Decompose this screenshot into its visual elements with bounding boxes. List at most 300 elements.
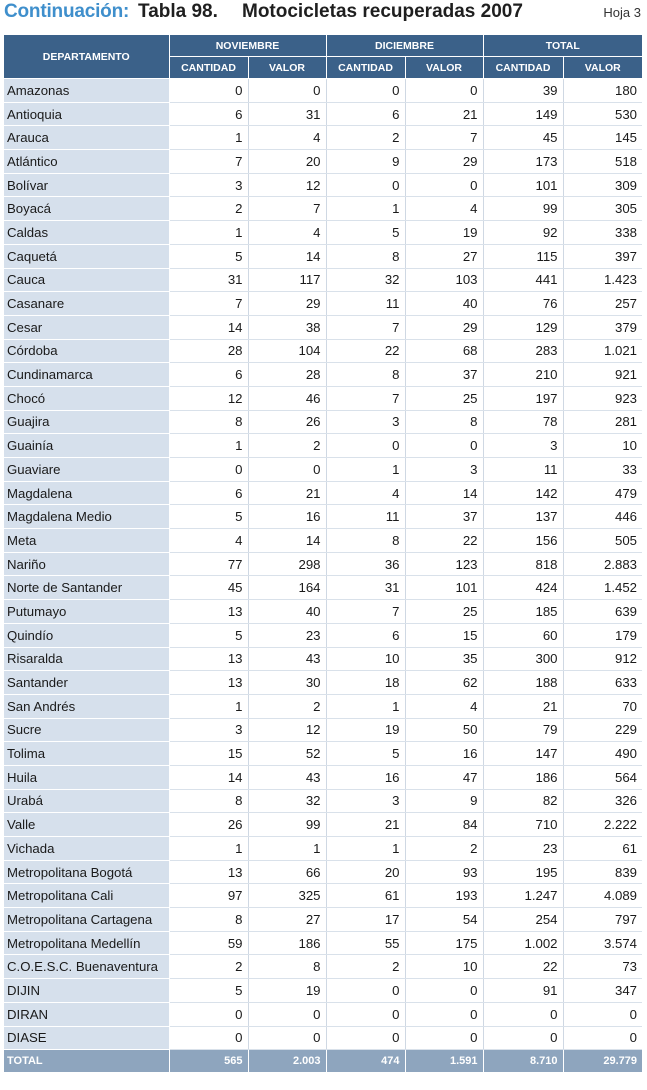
value-cell: 2 — [248, 694, 326, 718]
department-name: Norte de Santander — [4, 576, 169, 600]
value-cell: 76 — [483, 292, 563, 316]
value-cell: 26 — [169, 813, 248, 837]
value-cell: 379 — [563, 315, 642, 339]
header-valor: VALOR — [563, 57, 642, 79]
table-row — [4, 221, 642, 245]
value-cell: 530 — [563, 102, 642, 126]
value-cell: 818 — [483, 552, 563, 576]
value-cell: 14 — [248, 529, 326, 553]
table-row — [4, 955, 642, 979]
table-row — [4, 458, 642, 482]
value-cell: 101 — [405, 576, 483, 600]
value-cell: 210 — [483, 363, 563, 387]
table-row — [4, 931, 642, 955]
value-cell: 59 — [169, 931, 248, 955]
department-name: Sucre — [4, 718, 169, 742]
value-cell: 1 — [248, 837, 326, 861]
table-row — [4, 126, 642, 150]
value-cell: 441 — [483, 268, 563, 292]
value-cell: 82 — [483, 789, 563, 813]
department-name: Risaralda — [4, 647, 169, 671]
value-cell: 4 — [248, 126, 326, 150]
department-name: Magdalena Medio — [4, 505, 169, 529]
table-row — [4, 552, 642, 576]
value-cell: 281 — [563, 410, 642, 434]
value-cell: 19 — [326, 718, 405, 742]
value-cell: 0 — [169, 458, 248, 482]
value-cell: 149 — [483, 102, 563, 126]
department-name: Urabá — [4, 789, 169, 813]
value-cell: 7 — [169, 292, 248, 316]
value-cell: 21 — [248, 481, 326, 505]
table-row — [4, 197, 642, 221]
value-cell: 54 — [405, 908, 483, 932]
value-cell: 5 — [169, 505, 248, 529]
value-cell: 13 — [169, 600, 248, 624]
header-valor: VALOR — [248, 57, 326, 79]
value-cell: 0 — [326, 979, 405, 1003]
value-cell: 185 — [483, 600, 563, 624]
value-cell: 633 — [563, 671, 642, 695]
value-cell: 66 — [248, 860, 326, 884]
value-cell: 147 — [483, 742, 563, 766]
value-cell: 6 — [169, 102, 248, 126]
value-cell: 3 — [405, 458, 483, 482]
table-row — [4, 576, 642, 600]
value-cell: 0 — [563, 1002, 642, 1026]
value-cell: 10 — [405, 955, 483, 979]
table-row — [4, 363, 642, 387]
header-cantidad: CANTIDAD — [483, 57, 563, 79]
value-cell: 101 — [483, 173, 563, 197]
value-cell: 21 — [405, 102, 483, 126]
value-cell: 1 — [169, 694, 248, 718]
value-cell: 8 — [405, 410, 483, 434]
value-cell: 4.089 — [563, 884, 642, 908]
value-cell: 37 — [405, 363, 483, 387]
value-cell: 338 — [563, 221, 642, 245]
value-cell: 99 — [248, 813, 326, 837]
value-cell: 103 — [405, 268, 483, 292]
value-cell: 16 — [405, 742, 483, 766]
total-row — [4, 1050, 642, 1073]
table-row — [4, 884, 642, 908]
value-cell: 6 — [169, 363, 248, 387]
table-row — [4, 339, 642, 363]
value-cell: 0 — [248, 79, 326, 103]
value-cell: 137 — [483, 505, 563, 529]
value-cell: 12 — [169, 386, 248, 410]
value-cell: 123 — [405, 552, 483, 576]
value-cell: 30 — [248, 671, 326, 695]
value-cell: 77 — [169, 552, 248, 576]
value-cell: 347 — [563, 979, 642, 1003]
value-cell: 2 — [169, 955, 248, 979]
value-cell: 1.423 — [563, 268, 642, 292]
sheet-label: Hoja 3 — [603, 5, 641, 20]
value-cell: 3 — [326, 410, 405, 434]
value-cell: 479 — [563, 481, 642, 505]
value-cell: 797 — [563, 908, 642, 932]
value-cell: 32 — [248, 789, 326, 813]
value-cell: 22 — [483, 955, 563, 979]
total-cell: 29.779 — [563, 1050, 642, 1073]
value-cell: 1.021 — [563, 339, 642, 363]
value-cell: 1 — [326, 458, 405, 482]
value-cell: 68 — [405, 339, 483, 363]
continuation-label: Continuación: — [4, 1, 130, 22]
department-name: Caquetá — [4, 244, 169, 268]
total-cell: 565 — [169, 1050, 248, 1073]
value-cell: 55 — [326, 931, 405, 955]
value-cell: 173 — [483, 150, 563, 174]
value-cell: 14 — [248, 244, 326, 268]
department-name: Putumayo — [4, 600, 169, 624]
department-name: Guaviare — [4, 458, 169, 482]
value-cell: 639 — [563, 600, 642, 624]
value-cell: 97 — [169, 884, 248, 908]
value-cell: 93 — [405, 860, 483, 884]
department-name: Huila — [4, 765, 169, 789]
value-cell: 22 — [405, 529, 483, 553]
table-row — [4, 529, 642, 553]
table-row — [4, 860, 642, 884]
value-cell: 1 — [326, 837, 405, 861]
value-cell: 43 — [248, 765, 326, 789]
value-cell: 0 — [169, 1026, 248, 1050]
department-name: Guajira — [4, 410, 169, 434]
department-name: Arauca — [4, 126, 169, 150]
value-cell: 46 — [248, 386, 326, 410]
value-cell: 5 — [169, 623, 248, 647]
department-name: Metropolitana Bogotá — [4, 860, 169, 884]
department-name: Boyacá — [4, 197, 169, 221]
value-cell: 10 — [563, 434, 642, 458]
table-row — [4, 410, 642, 434]
value-cell: 6 — [326, 623, 405, 647]
value-cell: 2 — [405, 837, 483, 861]
value-cell: 2.222 — [563, 813, 642, 837]
value-cell: 115 — [483, 244, 563, 268]
value-cell: 70 — [563, 694, 642, 718]
value-cell: 7 — [326, 386, 405, 410]
title-row — [4, 0, 643, 30]
value-cell: 3 — [169, 718, 248, 742]
value-cell: 28 — [248, 363, 326, 387]
value-cell: 14 — [169, 315, 248, 339]
value-cell: 1 — [169, 434, 248, 458]
value-cell: 39 — [483, 79, 563, 103]
total-label: TOTAL — [4, 1050, 169, 1073]
value-cell: 16 — [326, 765, 405, 789]
department-name: Quindío — [4, 623, 169, 647]
department-name: Atlántico — [4, 150, 169, 174]
department-name: Santander — [4, 671, 169, 695]
table-row — [4, 268, 642, 292]
value-cell: 490 — [563, 742, 642, 766]
department-name: Nariño — [4, 552, 169, 576]
table-row — [4, 434, 642, 458]
value-cell: 50 — [405, 718, 483, 742]
value-cell: 11 — [326, 505, 405, 529]
value-cell: 5 — [169, 979, 248, 1003]
table-row — [4, 505, 642, 529]
value-cell: 43 — [248, 647, 326, 671]
value-cell: 4 — [405, 694, 483, 718]
value-cell: 839 — [563, 860, 642, 884]
value-cell: 4 — [248, 221, 326, 245]
value-cell: 710 — [483, 813, 563, 837]
value-cell: 1 — [326, 694, 405, 718]
value-cell: 1 — [169, 221, 248, 245]
total-cell: 474 — [326, 1050, 405, 1073]
value-cell: 33 — [563, 458, 642, 482]
value-cell: 7 — [169, 150, 248, 174]
value-cell: 283 — [483, 339, 563, 363]
value-cell: 21 — [326, 813, 405, 837]
value-cell: 424 — [483, 576, 563, 600]
total-cell: 1.591 — [405, 1050, 483, 1073]
value-cell: 11 — [483, 458, 563, 482]
value-cell: 79 — [483, 718, 563, 742]
department-name: Cesar — [4, 315, 169, 339]
value-cell: 29 — [405, 315, 483, 339]
value-cell: 104 — [248, 339, 326, 363]
value-cell: 7 — [405, 126, 483, 150]
department-name: Metropolitana Cartagena — [4, 908, 169, 932]
header-group-noviembre: NOVIEMBRE — [169, 35, 326, 57]
value-cell: 4 — [169, 529, 248, 553]
value-cell: 145 — [563, 126, 642, 150]
total-cell: 2.003 — [248, 1050, 326, 1073]
department-name: Valle — [4, 813, 169, 837]
table-row — [4, 102, 642, 126]
value-cell: 17 — [326, 908, 405, 932]
table-row — [4, 837, 642, 861]
value-cell: 2.883 — [563, 552, 642, 576]
value-cell: 156 — [483, 529, 563, 553]
header-cantidad: CANTIDAD — [326, 57, 405, 79]
value-cell: 0 — [405, 1002, 483, 1026]
value-cell: 27 — [405, 244, 483, 268]
value-cell: 309 — [563, 173, 642, 197]
value-cell: 11 — [326, 292, 405, 316]
value-cell: 505 — [563, 529, 642, 553]
value-cell: 0 — [326, 173, 405, 197]
department-name: Casanare — [4, 292, 169, 316]
value-cell: 10 — [326, 647, 405, 671]
table-row — [4, 979, 642, 1003]
table-row — [4, 765, 642, 789]
value-cell: 6 — [169, 481, 248, 505]
department-name: Vichada — [4, 837, 169, 861]
value-cell: 36 — [326, 552, 405, 576]
value-cell: 14 — [405, 481, 483, 505]
value-cell: 4 — [405, 197, 483, 221]
value-cell: 7 — [326, 600, 405, 624]
value-cell: 129 — [483, 315, 563, 339]
value-cell: 12 — [248, 173, 326, 197]
table-title: Motocicletas recuperadas 2007 — [242, 1, 523, 22]
value-cell: 27 — [248, 908, 326, 932]
value-cell: 0 — [405, 434, 483, 458]
value-cell: 923 — [563, 386, 642, 410]
value-cell: 47 — [405, 765, 483, 789]
value-cell: 8 — [248, 955, 326, 979]
value-cell: 0 — [483, 1002, 563, 1026]
value-cell: 15 — [405, 623, 483, 647]
value-cell: 5 — [169, 244, 248, 268]
value-cell: 21 — [483, 694, 563, 718]
value-cell: 19 — [248, 979, 326, 1003]
table-number: Tabla 98. — [138, 1, 218, 22]
table-row — [4, 150, 642, 174]
value-cell: 912 — [563, 647, 642, 671]
department-name: DIASE — [4, 1026, 169, 1050]
value-cell: 45 — [169, 576, 248, 600]
value-cell: 31 — [169, 268, 248, 292]
value-cell: 92 — [483, 221, 563, 245]
value-cell: 1.002 — [483, 931, 563, 955]
value-cell: 9 — [326, 150, 405, 174]
department-name: Antioquia — [4, 102, 169, 126]
value-cell: 9 — [405, 789, 483, 813]
value-cell: 0 — [405, 173, 483, 197]
value-cell: 8 — [169, 789, 248, 813]
value-cell: 325 — [248, 884, 326, 908]
table-row — [4, 173, 642, 197]
value-cell: 8 — [169, 908, 248, 932]
value-cell: 29 — [405, 150, 483, 174]
table-header — [4, 35, 642, 79]
value-cell: 1.452 — [563, 576, 642, 600]
table-row — [4, 718, 642, 742]
value-cell: 13 — [169, 647, 248, 671]
value-cell: 7 — [248, 197, 326, 221]
department-name: DIJIN — [4, 979, 169, 1003]
table-row — [4, 623, 642, 647]
value-cell: 37 — [405, 505, 483, 529]
value-cell: 564 — [563, 765, 642, 789]
value-cell: 298 — [248, 552, 326, 576]
department-name: Tolima — [4, 742, 169, 766]
header-departamento: DEPARTAMENTO — [4, 35, 169, 79]
value-cell: 29 — [248, 292, 326, 316]
value-cell: 2 — [326, 126, 405, 150]
value-cell: 186 — [483, 765, 563, 789]
department-name: Amazonas — [4, 79, 169, 103]
value-cell: 2 — [326, 955, 405, 979]
value-cell: 0 — [405, 979, 483, 1003]
value-cell: 3 — [326, 789, 405, 813]
value-cell: 921 — [563, 363, 642, 387]
table-row — [4, 1002, 642, 1026]
header-valor: VALOR — [405, 57, 483, 79]
value-cell: 6 — [326, 102, 405, 126]
value-cell: 0 — [326, 1026, 405, 1050]
department-name: Magdalena — [4, 481, 169, 505]
value-cell: 13 — [169, 671, 248, 695]
value-cell: 0 — [563, 1026, 642, 1050]
total-cell: 8.710 — [483, 1050, 563, 1073]
header-group-total: TOTAL — [483, 35, 642, 57]
department-name: Chocó — [4, 386, 169, 410]
department-name: C.O.E.S.C. Buenaventura — [4, 955, 169, 979]
value-cell: 35 — [405, 647, 483, 671]
value-cell: 0 — [248, 1002, 326, 1026]
table-row — [4, 386, 642, 410]
table-row — [4, 481, 642, 505]
table-row — [4, 742, 642, 766]
value-cell: 3.574 — [563, 931, 642, 955]
value-cell: 0 — [405, 79, 483, 103]
value-cell: 180 — [563, 79, 642, 103]
table-row — [4, 600, 642, 624]
value-cell: 62 — [405, 671, 483, 695]
value-cell: 31 — [326, 576, 405, 600]
value-cell: 1 — [169, 837, 248, 861]
value-cell: 23 — [483, 837, 563, 861]
value-cell: 28 — [169, 339, 248, 363]
department-name: Metropolitana Medellín — [4, 931, 169, 955]
value-cell: 20 — [326, 860, 405, 884]
value-cell: 22 — [326, 339, 405, 363]
value-cell: 0 — [326, 434, 405, 458]
table-row — [4, 694, 642, 718]
value-cell: 326 — [563, 789, 642, 813]
header-cantidad: CANTIDAD — [169, 57, 248, 79]
value-cell: 23 — [248, 623, 326, 647]
table-footer — [4, 1050, 642, 1073]
value-cell: 142 — [483, 481, 563, 505]
table-body — [4, 79, 642, 1050]
value-cell: 8 — [326, 363, 405, 387]
value-cell: 197 — [483, 386, 563, 410]
value-cell: 91 — [483, 979, 563, 1003]
value-cell: 18 — [326, 671, 405, 695]
value-cell: 7 — [326, 315, 405, 339]
value-cell: 20 — [248, 150, 326, 174]
department-name: Córdoba — [4, 339, 169, 363]
value-cell: 19 — [405, 221, 483, 245]
department-name: Cundinamarca — [4, 363, 169, 387]
value-cell: 300 — [483, 647, 563, 671]
value-cell: 60 — [483, 623, 563, 647]
department-name: San Andrés — [4, 694, 169, 718]
value-cell: 1 — [169, 126, 248, 150]
value-cell: 8 — [326, 529, 405, 553]
value-cell: 25 — [405, 600, 483, 624]
value-cell: 52 — [248, 742, 326, 766]
header-group-diciembre: DICIEMBRE — [326, 35, 483, 57]
table-row — [4, 244, 642, 268]
value-cell: 193 — [405, 884, 483, 908]
value-cell: 305 — [563, 197, 642, 221]
value-cell: 31 — [248, 102, 326, 126]
department-name: Guainía — [4, 434, 169, 458]
value-cell: 0 — [483, 1026, 563, 1050]
value-cell: 40 — [405, 292, 483, 316]
value-cell: 518 — [563, 150, 642, 174]
value-cell: 3 — [169, 173, 248, 197]
value-cell: 0 — [169, 1002, 248, 1026]
value-cell: 0 — [405, 1026, 483, 1050]
value-cell: 397 — [563, 244, 642, 268]
value-cell: 195 — [483, 860, 563, 884]
value-cell: 25 — [405, 386, 483, 410]
department-name: Metropolitana Cali — [4, 884, 169, 908]
value-cell: 14 — [169, 765, 248, 789]
